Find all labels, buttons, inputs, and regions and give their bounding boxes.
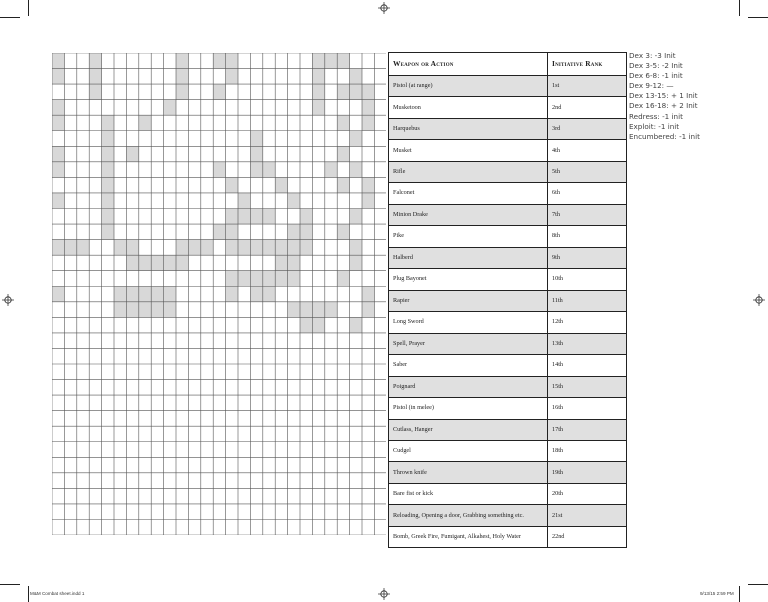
grid-shaded-cell xyxy=(275,255,287,271)
weapon-cell: Pistol (at range) xyxy=(389,76,548,97)
grid-shaded-cell xyxy=(89,69,101,85)
grid-shaded-cell xyxy=(263,271,275,287)
grid-shaded-cell xyxy=(213,84,225,100)
modifier-item: Dex 9-12: — xyxy=(629,81,674,91)
grid-shaded-cell xyxy=(139,286,151,302)
grid-shaded-cell xyxy=(52,162,64,178)
grid-shaded-cell xyxy=(126,286,138,302)
grid-shaded-cell xyxy=(337,84,349,100)
grid-shaded-cell xyxy=(350,69,362,85)
initiative-row xyxy=(389,97,627,118)
grid-shaded-cell xyxy=(226,271,238,287)
rank-cell: 17th xyxy=(548,419,627,440)
weapon-cell: Pike xyxy=(389,226,548,247)
grid-shaded-cell xyxy=(126,302,138,318)
grid-shaded-cell xyxy=(52,69,64,85)
weapon-cell: Harquebus xyxy=(389,118,548,139)
header-weapon-or-action: Weapon or Action xyxy=(389,53,548,76)
grid-shaded-cell xyxy=(52,240,64,256)
rank-cell: 10th xyxy=(548,269,627,290)
initiative-row xyxy=(389,118,627,139)
grid-shaded-cell xyxy=(300,209,312,225)
grid-shaded-cell xyxy=(300,317,312,333)
grid-shaded-cell xyxy=(102,177,114,193)
initiative-row xyxy=(389,161,627,182)
grid-shaded-cell xyxy=(362,84,374,100)
footer-file-label: M&M Combat sheet.indd 1 xyxy=(30,591,85,596)
grid-shaded-cell xyxy=(213,162,225,178)
grid-shaded-cell xyxy=(263,286,275,302)
modifier-item: Encumbered: -1 init xyxy=(629,131,700,141)
grid-shaded-cell xyxy=(176,53,188,69)
crop-mark-top-left-v xyxy=(28,0,29,16)
initiative-table-header-row xyxy=(389,53,627,76)
rank-cell: 4th xyxy=(548,140,627,161)
grid-shaded-cell xyxy=(362,115,374,131)
weapon-cell: Bomb, Greek Fire, Fumigant, Alkahest, Holy Water xyxy=(389,526,548,547)
grid-shaded-cell xyxy=(114,302,126,318)
grid-shaded-cell xyxy=(300,302,312,318)
grid-shaded-cell xyxy=(238,209,250,225)
grid-shaded-cell xyxy=(350,317,362,333)
grid-shaded-cell xyxy=(362,100,374,116)
grid-shaded-cell xyxy=(52,115,64,131)
grid-shaded-cell xyxy=(288,255,300,271)
grid-shaded-cell xyxy=(52,193,64,209)
grid-shaded-cell xyxy=(139,255,151,271)
grid-shaded-cell xyxy=(288,240,300,256)
modifier-item: Dex 16-18: + 2 Init xyxy=(629,101,698,111)
grid-shaded-cell xyxy=(250,162,262,178)
grid-shaded-cell xyxy=(164,100,176,116)
grid-shaded-cell xyxy=(337,115,349,131)
registration-mark-top-icon xyxy=(378,2,390,14)
grid-shaded-cell xyxy=(263,240,275,256)
grid-shaded-cell xyxy=(250,209,262,225)
grid-shaded-cell xyxy=(102,162,114,178)
initiative-row xyxy=(389,462,627,483)
grid-shaded-cell xyxy=(102,115,114,131)
grid-shaded-cell xyxy=(226,240,238,256)
initiative-row xyxy=(389,355,627,376)
grid-shaded-cell xyxy=(89,84,101,100)
grid-shaded-cell xyxy=(350,209,362,225)
grid-shaded-cell xyxy=(300,224,312,240)
weapon-cell: Minion Drake xyxy=(389,204,548,225)
weapon-cell: Thrown knife xyxy=(389,462,548,483)
grid-shaded-cell xyxy=(250,240,262,256)
grid-shaded-cell xyxy=(164,286,176,302)
grid-shaded-cell xyxy=(139,302,151,318)
grid-shaded-cell xyxy=(325,162,337,178)
grid-shaded-cell xyxy=(312,69,324,85)
grid-shaded-cell xyxy=(288,271,300,287)
grid-shaded-cell xyxy=(102,193,114,209)
grid-shaded-cell xyxy=(350,84,362,100)
grid-shaded-cell xyxy=(337,177,349,193)
grid-shaded-cell xyxy=(52,146,64,162)
grid-shaded-cell xyxy=(164,255,176,271)
weapon-cell: Plug Bayonet xyxy=(389,269,548,290)
battle-map-grid xyxy=(52,53,386,535)
grid-shaded-cell xyxy=(226,224,238,240)
initiative-row xyxy=(389,226,627,247)
grid-shaded-cell xyxy=(126,240,138,256)
grid-shaded-cell xyxy=(64,240,76,256)
modifier-item: Dex 13-15: + 1 Init xyxy=(629,91,698,101)
rank-cell: 3rd xyxy=(548,118,627,139)
weapon-cell: Cutlass, Hanger xyxy=(389,419,548,440)
weapon-cell: Saber xyxy=(389,355,548,376)
grid-shaded-cell xyxy=(176,255,188,271)
grid-shaded-cell xyxy=(126,255,138,271)
rank-cell: 7th xyxy=(548,204,627,225)
grid-shaded-cell xyxy=(102,224,114,240)
grid-shaded-cell xyxy=(350,131,362,147)
weapon-cell: Reloading, Opening a door, Grabbing something etc. xyxy=(389,505,548,526)
grid-shaded-cell xyxy=(176,69,188,85)
grid-shaded-cell xyxy=(226,53,238,69)
initiative-row xyxy=(389,419,627,440)
rank-cell: 21st xyxy=(548,505,627,526)
grid-shaded-cell xyxy=(164,302,176,318)
grid-shaded-cell xyxy=(250,131,262,147)
grid-shaded-cell xyxy=(102,146,114,162)
weapon-cell: Musket xyxy=(389,140,548,161)
header-initiative-rank: Initiative Rank xyxy=(548,53,627,76)
grid-shaded-cell xyxy=(312,302,324,318)
rank-cell: 19th xyxy=(548,462,627,483)
initiative-row xyxy=(389,440,627,461)
initiative-row xyxy=(389,398,627,419)
initiative-row xyxy=(389,333,627,354)
grid-shaded-cell xyxy=(238,193,250,209)
grid-shaded-cell xyxy=(350,255,362,271)
grid-shaded-cell xyxy=(362,193,374,209)
grid-shaded-cell xyxy=(263,162,275,178)
grid-shaded-cell xyxy=(325,302,337,318)
weapon-cell: Falconet xyxy=(389,183,548,204)
grid-shaded-cell xyxy=(300,240,312,256)
weapon-cell: Musketoon xyxy=(389,97,548,118)
grid-shaded-cell xyxy=(52,53,64,69)
grid-shaded-cell xyxy=(201,240,213,256)
weapon-cell: Bare fist or kick xyxy=(389,483,548,504)
rank-cell: 16th xyxy=(548,398,627,419)
initiative-row xyxy=(389,376,627,397)
initiative-row xyxy=(389,505,627,526)
grid-shaded-cell xyxy=(238,240,250,256)
grid-shaded-cell xyxy=(176,240,188,256)
grid-shaded-cell xyxy=(52,100,64,116)
initiative-row xyxy=(389,526,627,547)
rank-cell: 18th xyxy=(548,440,627,461)
weapon-cell: Poignard xyxy=(389,376,548,397)
crop-mark-bottom-left xyxy=(0,584,20,585)
rank-cell: 6th xyxy=(548,183,627,204)
weapon-cell: Spell, Prayer xyxy=(389,333,548,354)
grid-shaded-cell xyxy=(312,100,324,116)
grid-shaded-cell xyxy=(188,240,200,256)
grid-shaded-cell xyxy=(312,84,324,100)
grid-shaded-cell xyxy=(226,286,238,302)
grid-shaded-cell xyxy=(250,286,262,302)
grid-shaded-cell xyxy=(238,271,250,287)
grid-shaded-cell xyxy=(213,53,225,69)
rank-cell: 5th xyxy=(548,161,627,182)
rank-cell: 1st xyxy=(548,76,627,97)
modifier-item: Dex 6-8: -1 init xyxy=(629,71,683,81)
rank-cell: 13th xyxy=(548,333,627,354)
modifier-item: Dex 3: -3 Init xyxy=(629,51,676,60)
modifier-item: Exploit: -1 init xyxy=(629,121,680,131)
grid-shaded-cell xyxy=(102,209,114,225)
weapon-cell: Long Sword xyxy=(389,312,548,333)
crop-mark-bottom-right-v xyxy=(739,586,740,602)
rank-cell: 14th xyxy=(548,355,627,376)
rank-cell: 22nd xyxy=(548,526,627,547)
registration-mark-right-icon xyxy=(753,294,765,306)
grid-shaded-cell xyxy=(337,146,349,162)
weapon-cell: Pistol (in melee) xyxy=(389,398,548,419)
initiative-row xyxy=(389,247,627,268)
rank-cell: 12th xyxy=(548,312,627,333)
battle-map-grid-svg xyxy=(52,53,386,535)
grid-shaded-cell xyxy=(151,286,163,302)
grid-shaded-cell xyxy=(275,271,287,287)
grid-shaded-cell xyxy=(337,224,349,240)
grid-shaded-cell xyxy=(275,240,287,256)
grid-shaded-cell xyxy=(337,53,349,69)
crop-mark-top-right-v xyxy=(739,0,740,16)
grid-shaded-cell xyxy=(325,53,337,69)
grid-shaded-cell xyxy=(114,240,126,256)
grid-shaded-cell xyxy=(350,162,362,178)
crop-mark-top-left xyxy=(0,17,20,18)
rank-cell: 8th xyxy=(548,226,627,247)
footer-date-label: 9/13/15 2:59 PM xyxy=(700,591,734,596)
initiative-row xyxy=(389,204,627,225)
grid-shaded-cell xyxy=(126,146,138,162)
weapon-cell: Halberd xyxy=(389,247,548,268)
grid-shaded-cell xyxy=(362,286,374,302)
grid-shaded-cell xyxy=(77,240,89,256)
initiative-row xyxy=(389,183,627,204)
grid-shaded-cell xyxy=(288,193,300,209)
weapon-cell: Cudgel xyxy=(389,440,548,461)
grid-shaded-cell xyxy=(102,131,114,147)
grid-shaded-cell xyxy=(226,209,238,225)
grid-shaded-cell xyxy=(275,177,287,193)
grid-shaded-cell xyxy=(226,177,238,193)
grid-shaded-cell xyxy=(250,146,262,162)
initiative-row xyxy=(389,269,627,290)
crop-mark-bottom-left-v xyxy=(28,586,29,602)
grid-shaded-cell xyxy=(350,240,362,256)
grid-shaded-cell xyxy=(213,224,225,240)
crop-mark-bottom-right xyxy=(748,584,768,585)
rank-cell: 15th xyxy=(548,376,627,397)
grid-shaded-cell xyxy=(362,177,374,193)
rank-cell: 20th xyxy=(548,483,627,504)
weapon-cell: Rapier xyxy=(389,290,548,311)
initiative-row xyxy=(389,140,627,161)
initiative-row xyxy=(389,312,627,333)
grid-shaded-cell xyxy=(288,302,300,318)
grid-shaded-cell xyxy=(337,271,349,287)
grid-shaded-cell xyxy=(312,53,324,69)
initiative-row xyxy=(389,76,627,97)
modifier-item: Dex 3-5: -2 Init xyxy=(629,61,683,71)
rank-cell: 11th xyxy=(548,290,627,311)
grid-shaded-cell xyxy=(151,255,163,271)
grid-shaded-cell xyxy=(89,53,101,69)
grid-shaded-cell xyxy=(226,69,238,85)
grid-shaded-cell xyxy=(312,317,324,333)
grid-shaded-cell xyxy=(114,286,126,302)
crop-mark-top-right xyxy=(748,17,768,18)
registration-mark-bottom-icon xyxy=(378,588,390,600)
rank-cell: 9th xyxy=(548,247,627,268)
grid-shaded-cell xyxy=(263,209,275,225)
grid-shaded-cell xyxy=(250,271,262,287)
grid-shaded-cell xyxy=(52,286,64,302)
modifier-item: Redress: -1 init xyxy=(629,111,683,121)
rank-cell: 2nd xyxy=(548,97,627,118)
grid-shaded-cell xyxy=(362,302,374,318)
initiative-row xyxy=(389,290,627,311)
grid-shaded-cell xyxy=(151,302,163,318)
registration-mark-left-icon xyxy=(2,294,14,306)
initiative-table xyxy=(388,52,627,548)
grid-shaded-cell xyxy=(176,84,188,100)
initiative-row xyxy=(389,483,627,504)
initiative-modifiers-list xyxy=(629,51,700,142)
grid-shaded-cell xyxy=(139,115,151,131)
grid-shaded-cell xyxy=(288,224,300,240)
weapon-cell: Rifle xyxy=(389,161,548,182)
